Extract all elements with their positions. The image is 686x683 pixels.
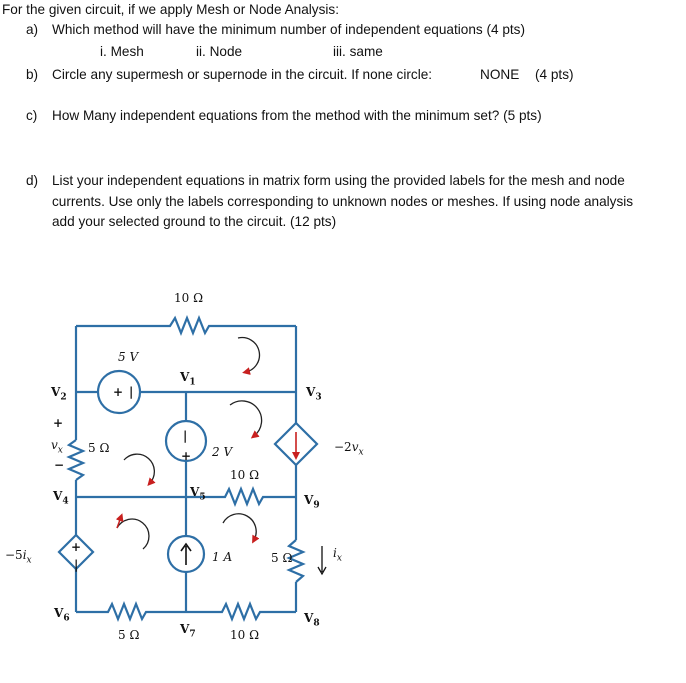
node-v6: $V_6$ xyxy=(54,606,70,624)
dep-current-coef: −2 xyxy=(334,440,352,454)
part-c-text: How Many independent equations from the method with the minimum set? (5 pts) xyxy=(52,108,542,123)
part-d-line-1: List your independent equations in matrix form using the provided labels for the mesh and node xyxy=(52,173,625,188)
vx-plus: + xyxy=(53,416,64,430)
question-intro: For the given circuit, if we apply Mesh or Node Analysis: xyxy=(2,2,339,17)
ix-label xyxy=(333,544,342,567)
mesh-loop-3 xyxy=(124,454,154,483)
source-2v-minus: | xyxy=(183,429,188,443)
part-a-text: Which method will have the minimum number of independent equations (4 pts) xyxy=(52,22,526,37)
part-b-none: NONE xyxy=(480,67,520,82)
ix-sub: x xyxy=(336,553,342,564)
ix-arrow xyxy=(318,546,326,574)
option-same: iii. same xyxy=(333,44,383,59)
option-node: ii. Node xyxy=(196,44,243,59)
resistor-bottom-left-label: 5 Ω xyxy=(118,628,140,642)
node-v1: $V_1$ xyxy=(180,370,196,388)
circuit-wires xyxy=(69,318,303,619)
dep-voltage-label xyxy=(5,546,32,569)
dep-current-sub: x xyxy=(358,447,364,458)
resistor-left-label: 5 Ω xyxy=(88,441,110,455)
node-v3: $V_3$ xyxy=(306,385,322,403)
part-b-pts: (4 pts) xyxy=(535,67,574,82)
resistor-left xyxy=(69,440,83,480)
source-2v-plus: + xyxy=(181,449,192,463)
wire-bottom-left xyxy=(76,604,186,619)
resistor-top-label: 10 Ω xyxy=(174,291,204,305)
resistor-right-label: 5 Ω xyxy=(271,551,293,565)
source-5v-label: 5 V xyxy=(118,350,139,364)
part-b-text: Circle any supermesh or supernode in the circuit. If none circle: xyxy=(52,67,433,82)
resistor-bottom-right-label: 10 Ω xyxy=(230,628,260,642)
dep-voltage-coef: −5 xyxy=(5,548,23,562)
wire-bottom-right xyxy=(186,604,296,619)
node-v2: $V_2$ xyxy=(51,385,67,403)
vx-minus: − xyxy=(54,458,65,472)
part-c-label: c) xyxy=(26,108,38,123)
dep-voltage-sub: x xyxy=(26,555,32,566)
option-mesh: i. Mesh xyxy=(100,44,144,59)
part-d-label: d) xyxy=(26,173,39,188)
source-1a-label: 1 A xyxy=(212,550,233,564)
ix-var: i xyxy=(333,546,337,560)
node-v4: $V_4$ xyxy=(53,489,69,507)
mesh-loop-4 xyxy=(117,519,149,549)
node-v7: $V_7$ xyxy=(180,622,196,640)
source-5v-plus: + xyxy=(113,385,124,399)
mesh-loop-5 xyxy=(223,514,256,540)
dep-voltage-minus: | xyxy=(74,558,79,572)
part-b-label: b) xyxy=(26,67,39,82)
part-d-line-2: currents. Use only the labels corresponding to unknown nodes or meshes. If using node analysis xyxy=(52,194,634,209)
source-2v-label: 2 V xyxy=(212,445,233,459)
part-d-line-3: add your selected ground to the circuit. (12 pts) xyxy=(52,214,337,229)
node-v5: $V_5$ xyxy=(190,485,206,503)
resistor-mid-right-label: 10 Ω xyxy=(230,468,260,482)
dep-voltage-plus: + xyxy=(71,540,82,554)
node-v8: $V_8$ xyxy=(304,611,320,629)
vx-var: v xyxy=(51,438,58,452)
mesh-loop-1 xyxy=(238,338,259,372)
dep-current-var: v xyxy=(351,440,359,454)
part-a-label: a) xyxy=(26,22,39,37)
node-v9: $V_9$ xyxy=(304,493,320,511)
dep-voltage-var: i xyxy=(22,548,27,562)
mesh-loop-2 xyxy=(230,401,262,436)
vx-sub: x xyxy=(57,445,63,456)
dep-current-label xyxy=(334,438,364,461)
wire-top xyxy=(76,318,296,333)
source-5v-minus: | xyxy=(129,385,134,399)
mesh-arrow-4 xyxy=(117,517,121,528)
